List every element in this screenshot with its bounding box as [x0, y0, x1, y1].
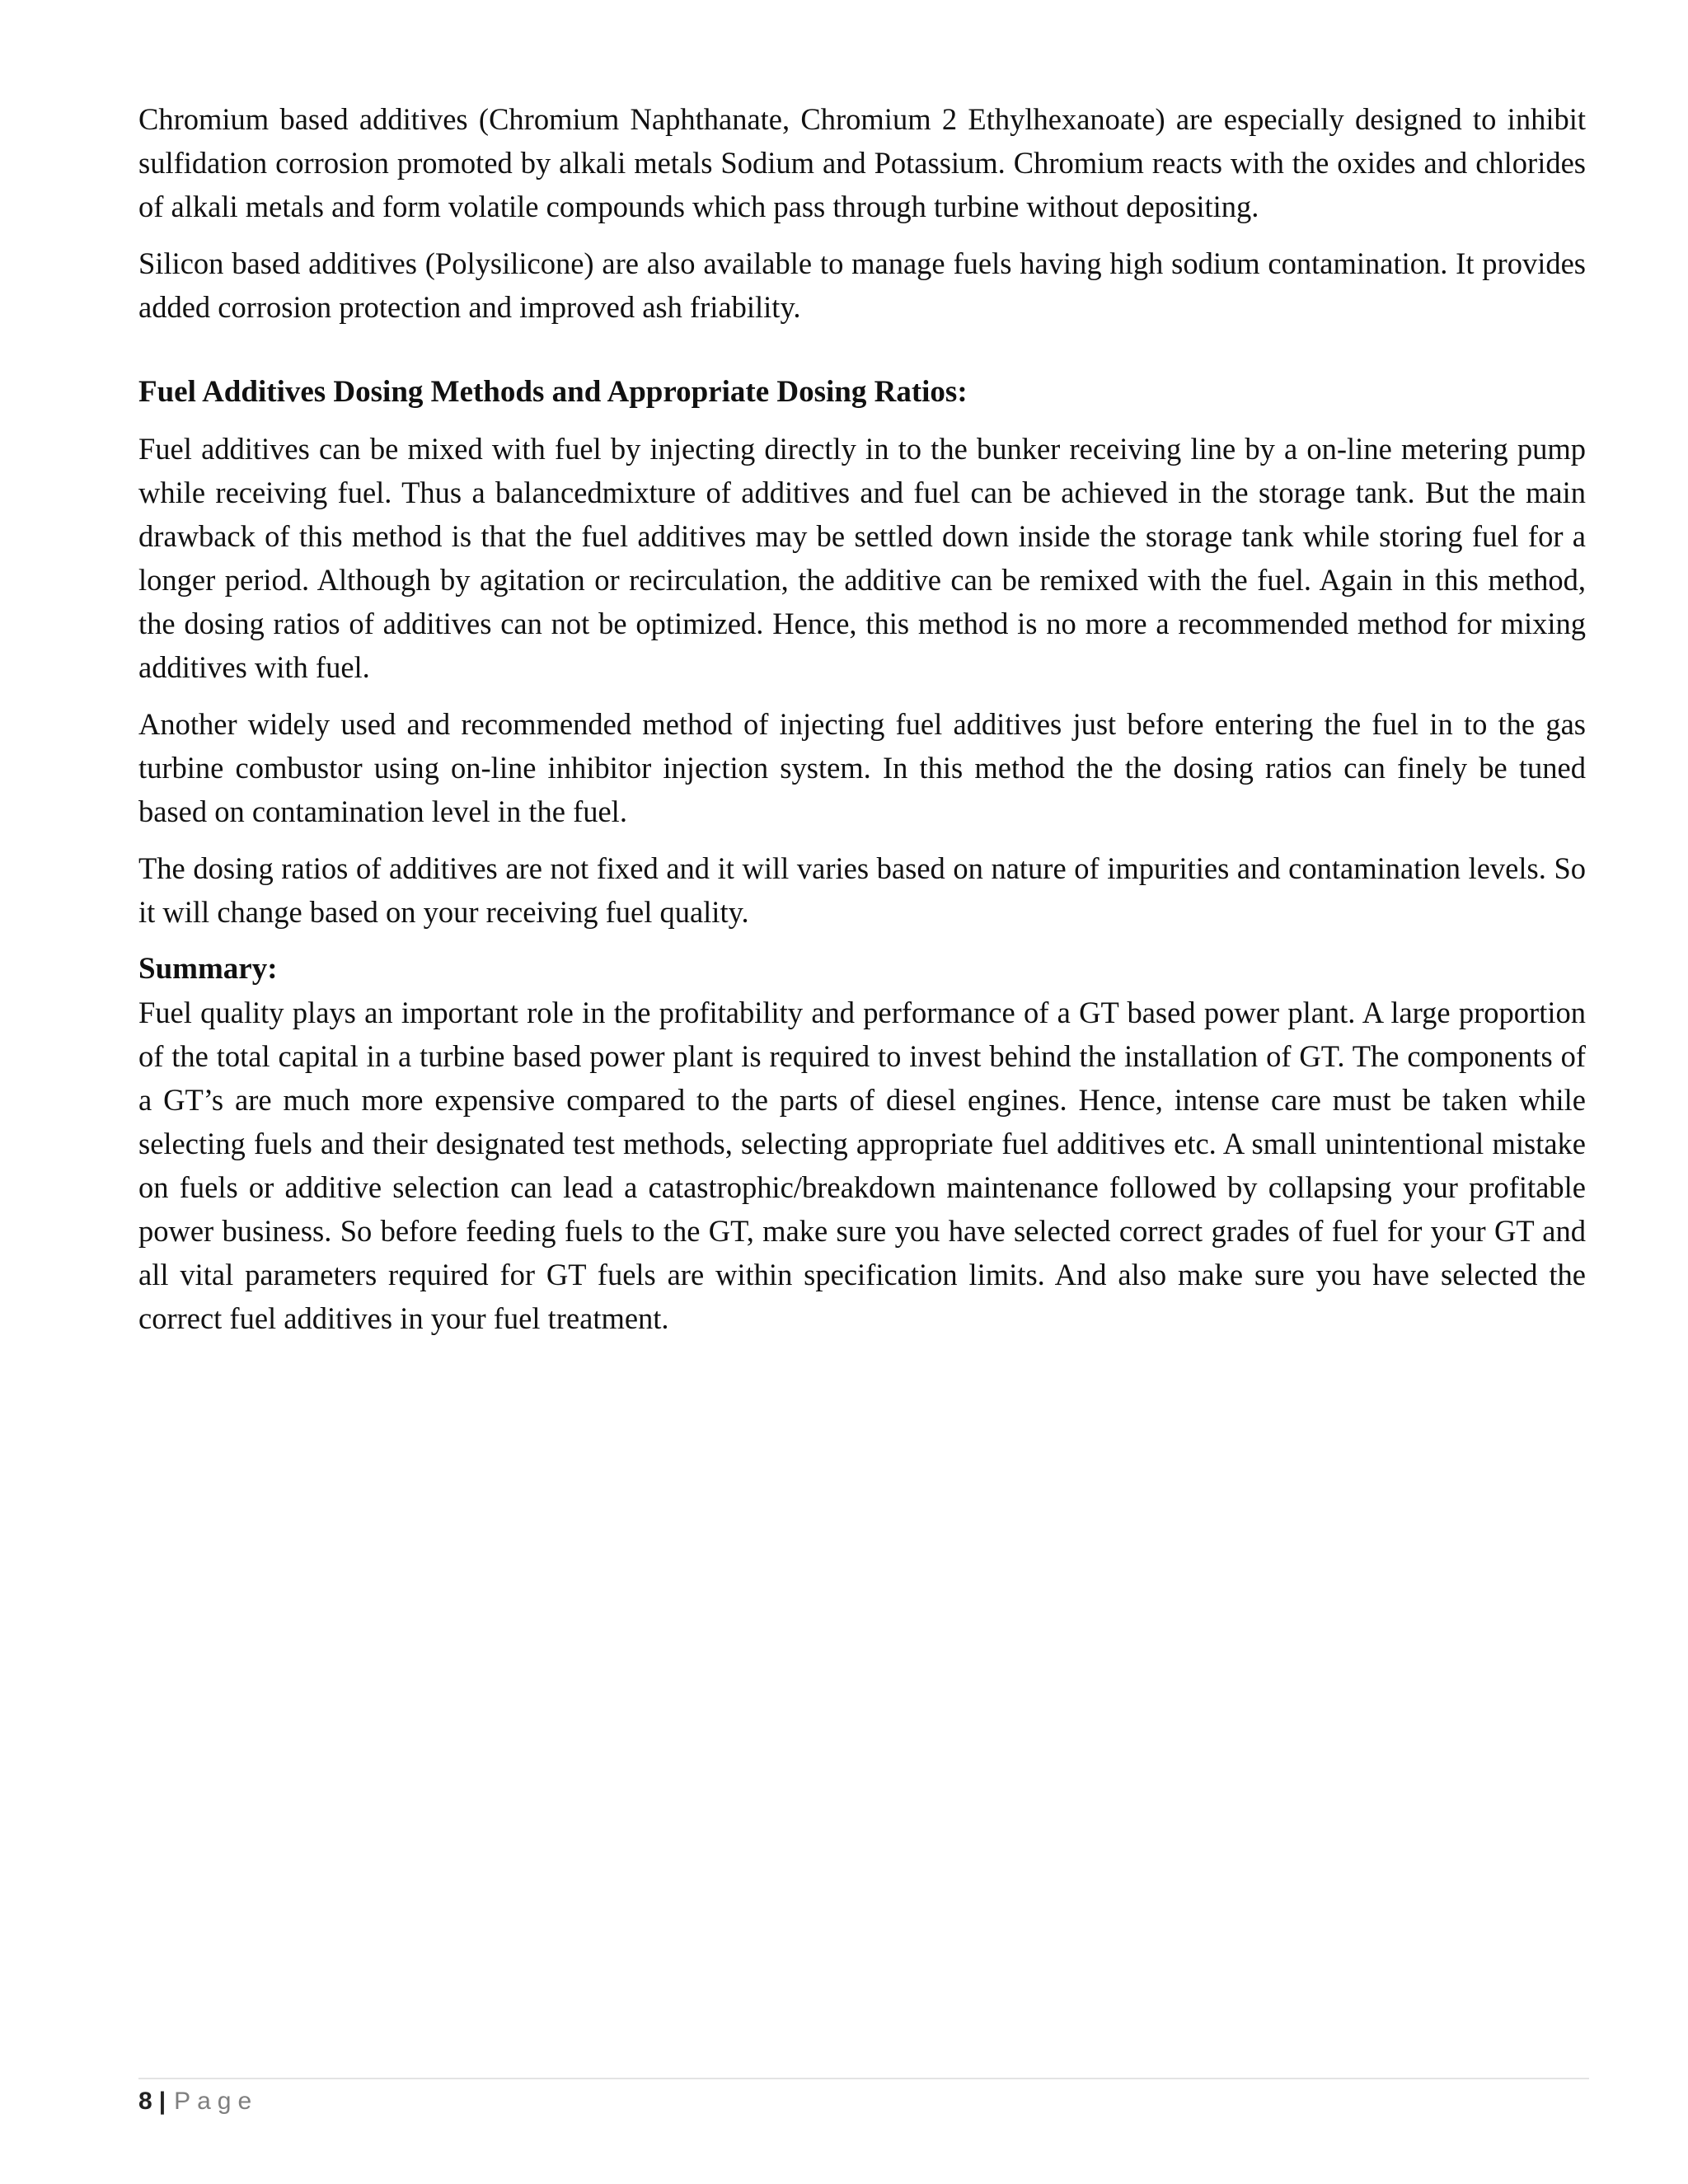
heading-dosing-methods: Fuel Additives Dosing Methods and Appropriate Dosing Ratios: — [138, 375, 968, 409]
footer-divider — [138, 2078, 1589, 2079]
paragraph-silicon-additives: Silicon based additives (Polysilicone) are also available to manage fuels having high sodium contamination. It provides added corrosion protection and improved ash friability. — [138, 246, 1586, 324]
heading-summary: Summary: — [138, 952, 278, 986]
footer-separator: | — [158, 2088, 166, 2115]
paragraph-chromium-additives: Chromium based additives (Chromium Naphthanate, Chromium 2 Ethylhexanoate) are especially designed to inhibit sulfidation corrosion promoted by alkali metals Sodium and Potassium. Chromium reacts with the oxides and chlorides of alkali metals and form volatile compounds which pass through turbine without depositing. — [138, 102, 1586, 223]
page-number: 8 — [138, 2088, 152, 2115]
page-footer — [138, 2085, 258, 2118]
paragraph-dosing-bunker-method: Fuel additives can be mixed with fuel by injecting directly in to the bunker receiving line by a on-line metering pump while receiving fuel. Thus a balancedmixture of additives and fuel can be achieved in the storage tank. But the main drawback of this method is that the fuel additives may be settled down inside the storage tank while storing fuel for a longer period. Although by agitation or recirculation, the additive can be remixed with the fuel. Again in this method, the dosing ratios of additives can not be optimized. Hence, this method is no more a recommended method for mixing additives with fuel. — [138, 432, 1586, 684]
page-label: Page — [174, 2088, 259, 2115]
page-body — [138, 97, 1586, 1353]
paragraph-dosing-online-injection: Another widely used and recommended method of injecting fuel additives just before entering the fuel in to the gas turbine combustor using on-line inhibitor injection system. In this method the the dosing ratios can finely be tuned based on contamination level in the fuel. — [138, 707, 1586, 828]
paragraph-summary: Fuel quality plays an important role in the profitability and performance of a GT based power plant. A large proportion of the total capital in a turbine based power plant is required to invest behind the installation of GT. The components of a GT’s are much more expensive compared to the parts of diesel engines. Hence, intense care must be taken while selecting fuels and their designated test methods, selecting appropriate fuel additives etc. A small unintentional mistake on fuels or additive selection can lead a catastrophic/breakdown maintenance followed by collapsing your profitable power business. So before feeding fuels to the GT, make sure you have selected correct grades of fuel for your GT and all vital parameters required for GT fuels are within specification limits. And also make sure you have selected the correct fuel additives in your fuel treatment. — [138, 996, 1586, 1335]
paragraph-dosing-ratios: The dosing ratios of additives are not fixed and it will varies based on nature of impurities and contamination levels. So it will change based on your receiving fuel quality. — [138, 851, 1586, 929]
